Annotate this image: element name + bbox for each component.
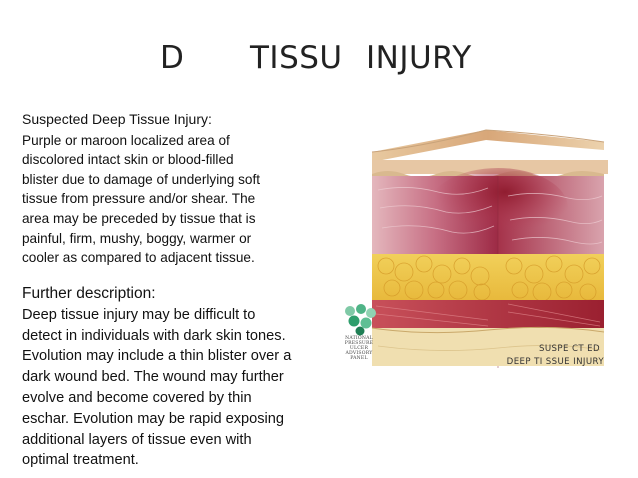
further-line: Deep tissue injury may be difficult to	[22, 306, 256, 323]
further-line: eschar. Evolution may be rapid exposing	[22, 410, 285, 427]
logo-wordmark	[334, 336, 384, 361]
caption-line-2: DEEP TI SSUE INJURY	[506, 357, 604, 367]
title-part-2: TISSU	[250, 40, 343, 76]
further-line: dark wound bed. The wound may further	[22, 369, 284, 386]
logo-line: PANEL	[350, 356, 368, 361]
description-line: tissue from pressure and/or shear. The	[22, 191, 256, 207]
description-line: painful, firm, mushy, boggy, warmer or	[22, 230, 252, 246]
further-description-heading: Further description:	[22, 285, 156, 302]
description-line: blister due to damage of underlying soft	[22, 171, 261, 187]
further-line: Evolution may include a thin blister over a	[22, 348, 292, 365]
figure-caption	[486, 343, 604, 369]
description-line: discolored intact skin or blood-filled	[22, 152, 234, 168]
further-line: optimal treatment.	[22, 452, 139, 469]
logo-line: NATIONAL	[345, 336, 373, 341]
further-line: additional layers of tissue even with	[22, 431, 252, 448]
logo-line: PRESSURE	[344, 341, 374, 346]
logo-line: ULCER	[349, 346, 369, 351]
description-paragraph	[22, 110, 312, 268]
further-line: evolve and become covered by thin	[22, 389, 252, 406]
slide-title	[0, 40, 638, 84]
title-part-1: D	[160, 40, 185, 76]
title-part-3: INJURY	[366, 40, 472, 76]
caption-line-1: SUSPE CT ED	[539, 344, 600, 354]
description-line: Purple or maroon localized area of	[22, 132, 230, 148]
tissue-cross-section-illustration	[368, 116, 608, 368]
description-line: area may be preceded by tissue that is	[22, 210, 256, 226]
further-line: detect in individuals with dark skin tones.	[22, 327, 286, 344]
description-heading: Suspected Deep Tissue Injury:	[22, 111, 212, 127]
description-line: cooler as compared to adjacent tissue.	[22, 250, 255, 266]
further-description-paragraph	[22, 284, 322, 471]
logo-line: ADVISORY	[345, 351, 373, 356]
